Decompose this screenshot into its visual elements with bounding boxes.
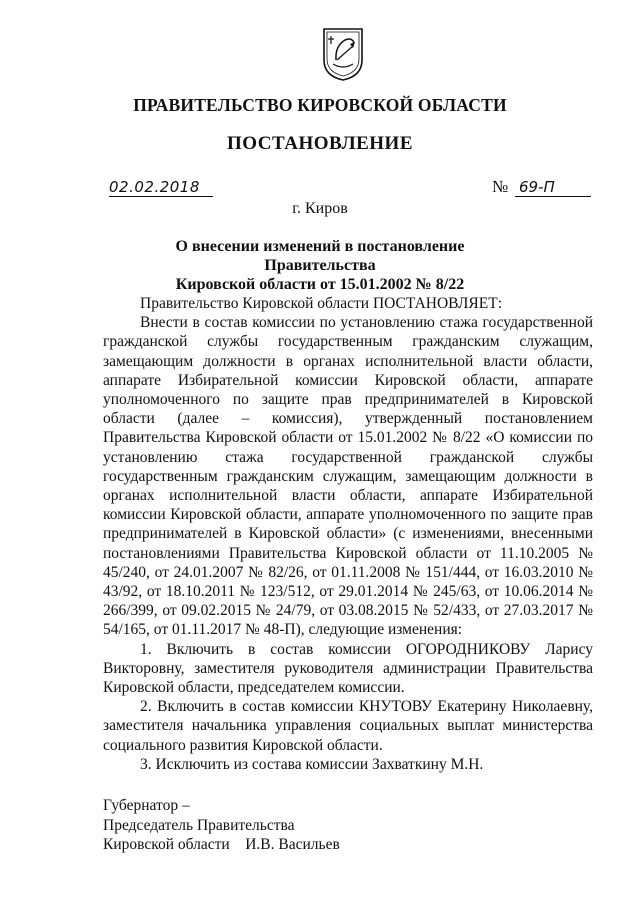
body-paragraph: Правительство Кировской области ПОСТАНОВЛЯЕТ: [140,295,503,312]
number-label: № [492,177,509,196]
document-body [103,294,593,774]
body-paragraph: 2. Включить в состав комиссии КНУТОВУ Екатерину Николаевну, заместителя начальника управления социальных выплат министерства социального развития Кировской области. [103,698,593,754]
document-subject [120,237,520,294]
document-date: 02.02.2018 [109,178,213,197]
signature-line: Кировской области И.В. Васильев [103,836,340,854]
city: г. Киров [292,200,348,217]
signature-block [103,796,340,855]
body-paragraph: Внести в состав комиссии по установлению стажа государственной гражданской службы государственным гражданским служащим, замещающим должности в органах исполнительной власти области, аппарате Избирательной комиссии Кировской области, аппарате уполномоченного по защите прав предпринимателей в Кировской области (далее – комиссия), утвержденный постановлением Правительства Кировской области от 15.01.2002 № 8/22 «О комиссии по установлению стажа государственной гражданской службы государственным гражданским служащим, замещающим должности в органах исполнительной власти области, аппарате Избирательной комиссии Кировской области, аппарате уполномоченного по защите прав предпринимателей в Кировской области» (с изменениями, внесенными постановлениями Правительства Кировской области от 11.10.2005 № 45/240, от 24.01.2007 № 82/26, от 01.11.2008 № 151/444, от 16.03.2010 № 43/92, от 18.10.2011 № 123/512, от 29.01.2014 № 245/63, от 10.06.2014 № 266/399, от 09.02.2015 № 24/79, от 03.08.2015 № 52/433, от 27.03.2017 № 54/165, от 01.11.2017 № 48-П), следующие изменения: [103,314,593,639]
subject-line: О внесении изменений в постановление Правительства [175,238,465,274]
document-number: 69-П [515,178,591,197]
body-paragraph: 3. Исключить из состава комиссии Захваткину М.Н. [140,755,484,773]
document-type: ПОСТАНОВЛЕНИЕ [226,133,414,154]
organization-title: ПРАВИТЕЛЬСТВО КИРОВСКОЙ ОБЛАСТИ [133,95,507,115]
body-paragraph: 1. Включить в состав комиссии ОГОРОДНИКОВУ Ларису Викторовну, заместителя руководителя администрации Правительства Кировской области, председателем комиссии. [103,640,593,697]
subject-line: Кировской области от 15.01.2002 № 8/22 [175,276,465,293]
coat-of-arms-icon [321,26,365,82]
signature-line: Губернатор – [103,797,190,814]
signature-line: Председатель Правительства [103,816,295,834]
